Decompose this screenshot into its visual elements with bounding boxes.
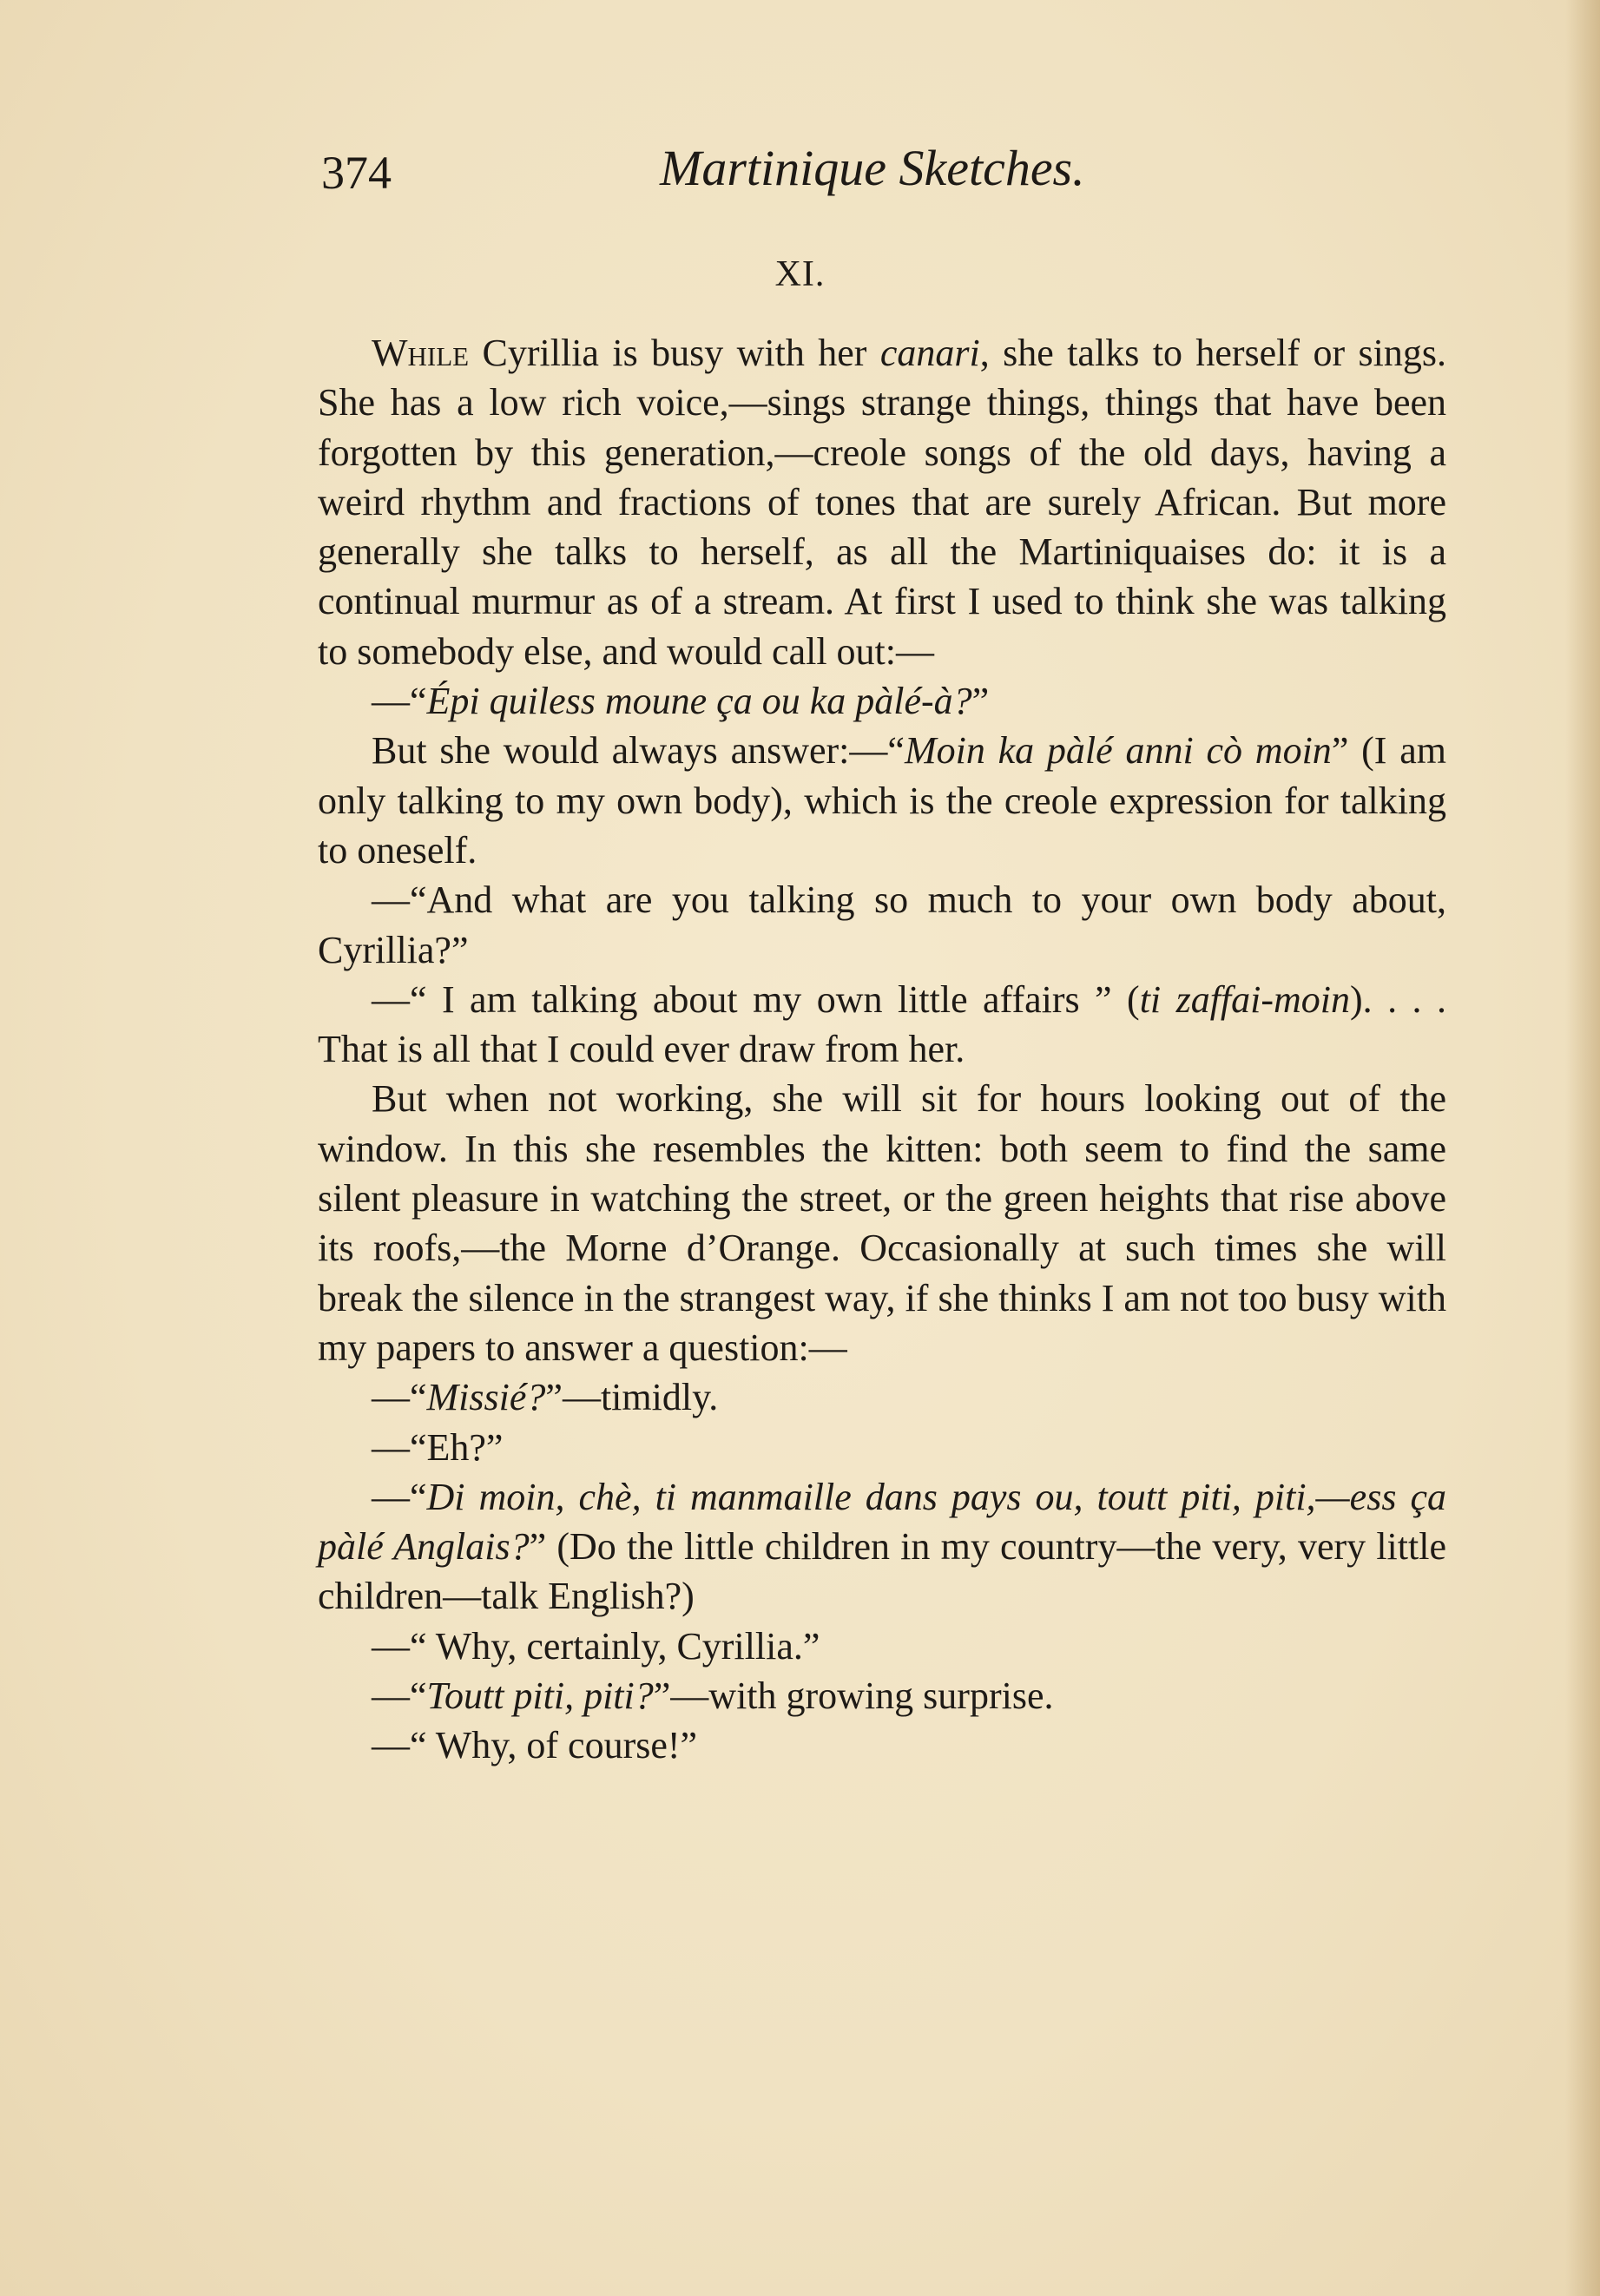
text-run: —“ (372, 1674, 427, 1718)
paragraph-11 (318, 1671, 1446, 1720)
text-run: Cyrillia is busy with her (469, 332, 880, 374)
paragraph-3 (318, 726, 1446, 875)
text-run: —“ Why, of course!” (372, 1724, 698, 1767)
page-header (0, 130, 1600, 208)
paragraph-5 (318, 975, 1446, 1075)
text-run: —“Eh?” (372, 1425, 504, 1469)
text-run: ” (Do the little children in my country—the very, very little children—talk English?) (318, 1525, 1446, 1618)
paragraph-12 (318, 1720, 1446, 1770)
paragraph-10 (318, 1622, 1446, 1671)
paragraph-8 (318, 1423, 1446, 1472)
paragraph-7 (318, 1372, 1446, 1422)
page-number: 374 (321, 147, 392, 199)
drop-word: While (372, 332, 470, 374)
text-run: —“ Why, certainly, Cyrillia.” (372, 1624, 820, 1668)
text-run: ). . . . That is all that I could ever draw from her. (318, 977, 1446, 1071)
creole-quote: Épi quiless moune ça ou ka pàlé-à? (426, 680, 972, 723)
creole-quote: Di moin, chè, ti manmaille dans pays ou, toutt piti, piti,—ess ça pàlé Anglais? (318, 1475, 1446, 1569)
paragraph-9 (318, 1472, 1446, 1622)
text-run: But when not working, she will sit for hours looking out of the window. In this she resembles the kitten: both seem to find the same silent pleasure in watching the street, or the green heights that rise above its roofs,—the Morne d’Orange. Occasionally at such times she will break the silence in the strangest way, if she thinks I am not too busy with my papers to answer a question:— (318, 1077, 1446, 1369)
page-edge-shadow (1565, 0, 1600, 2296)
text-run: ”—with growing surprise. (653, 1674, 1054, 1718)
text-run: —“ (372, 680, 427, 723)
creole-quote: Moin ka pàlé anni cò moin (904, 729, 1332, 773)
creole-quote: Missié? (426, 1376, 546, 1419)
text-run: —“ I am talking about my own little affairs ” ( (372, 977, 1140, 1021)
text-run: ” (971, 680, 990, 723)
body-text (318, 328, 1446, 1771)
creole-quote: Toutt piti, piti? (426, 1674, 654, 1718)
paragraph-4 (318, 875, 1446, 975)
running-title: Martinique Sketches. (660, 140, 1085, 196)
text-run: But she would always answer:—“ (372, 729, 905, 773)
text-run: ”—timidly. (545, 1376, 719, 1419)
creole-quote: ti zaffai-moin (1139, 977, 1351, 1021)
italic-word: canari (879, 332, 980, 374)
text-run: —“ (372, 1376, 427, 1419)
paragraph-6 (318, 1074, 1446, 1372)
section-title: XI. (774, 254, 826, 294)
text-run: ” (I am only talking to my own body), which is the creole expression for talking to oneself. (318, 729, 1446, 872)
paragraph-1 (318, 328, 1446, 676)
paragraph-2 (318, 676, 1446, 726)
text-run: , she talks to herself or sings. She has a low rich voice,—sings strange things, things that have been forgotten by this generation,—creole songs of the old days, having a weird rhythm and fractions of tones that are surely African. But more generally she talks to herself, as all the Martiniquaises do: it is a continual murmur as of a stream. At first I used to think she was talking to somebody else, and would call out:— (318, 332, 1446, 673)
text-run: —“And what are you talking so much to your own body about, Cyrillia?” (318, 878, 1446, 971)
text-run: —“ (372, 1475, 427, 1518)
